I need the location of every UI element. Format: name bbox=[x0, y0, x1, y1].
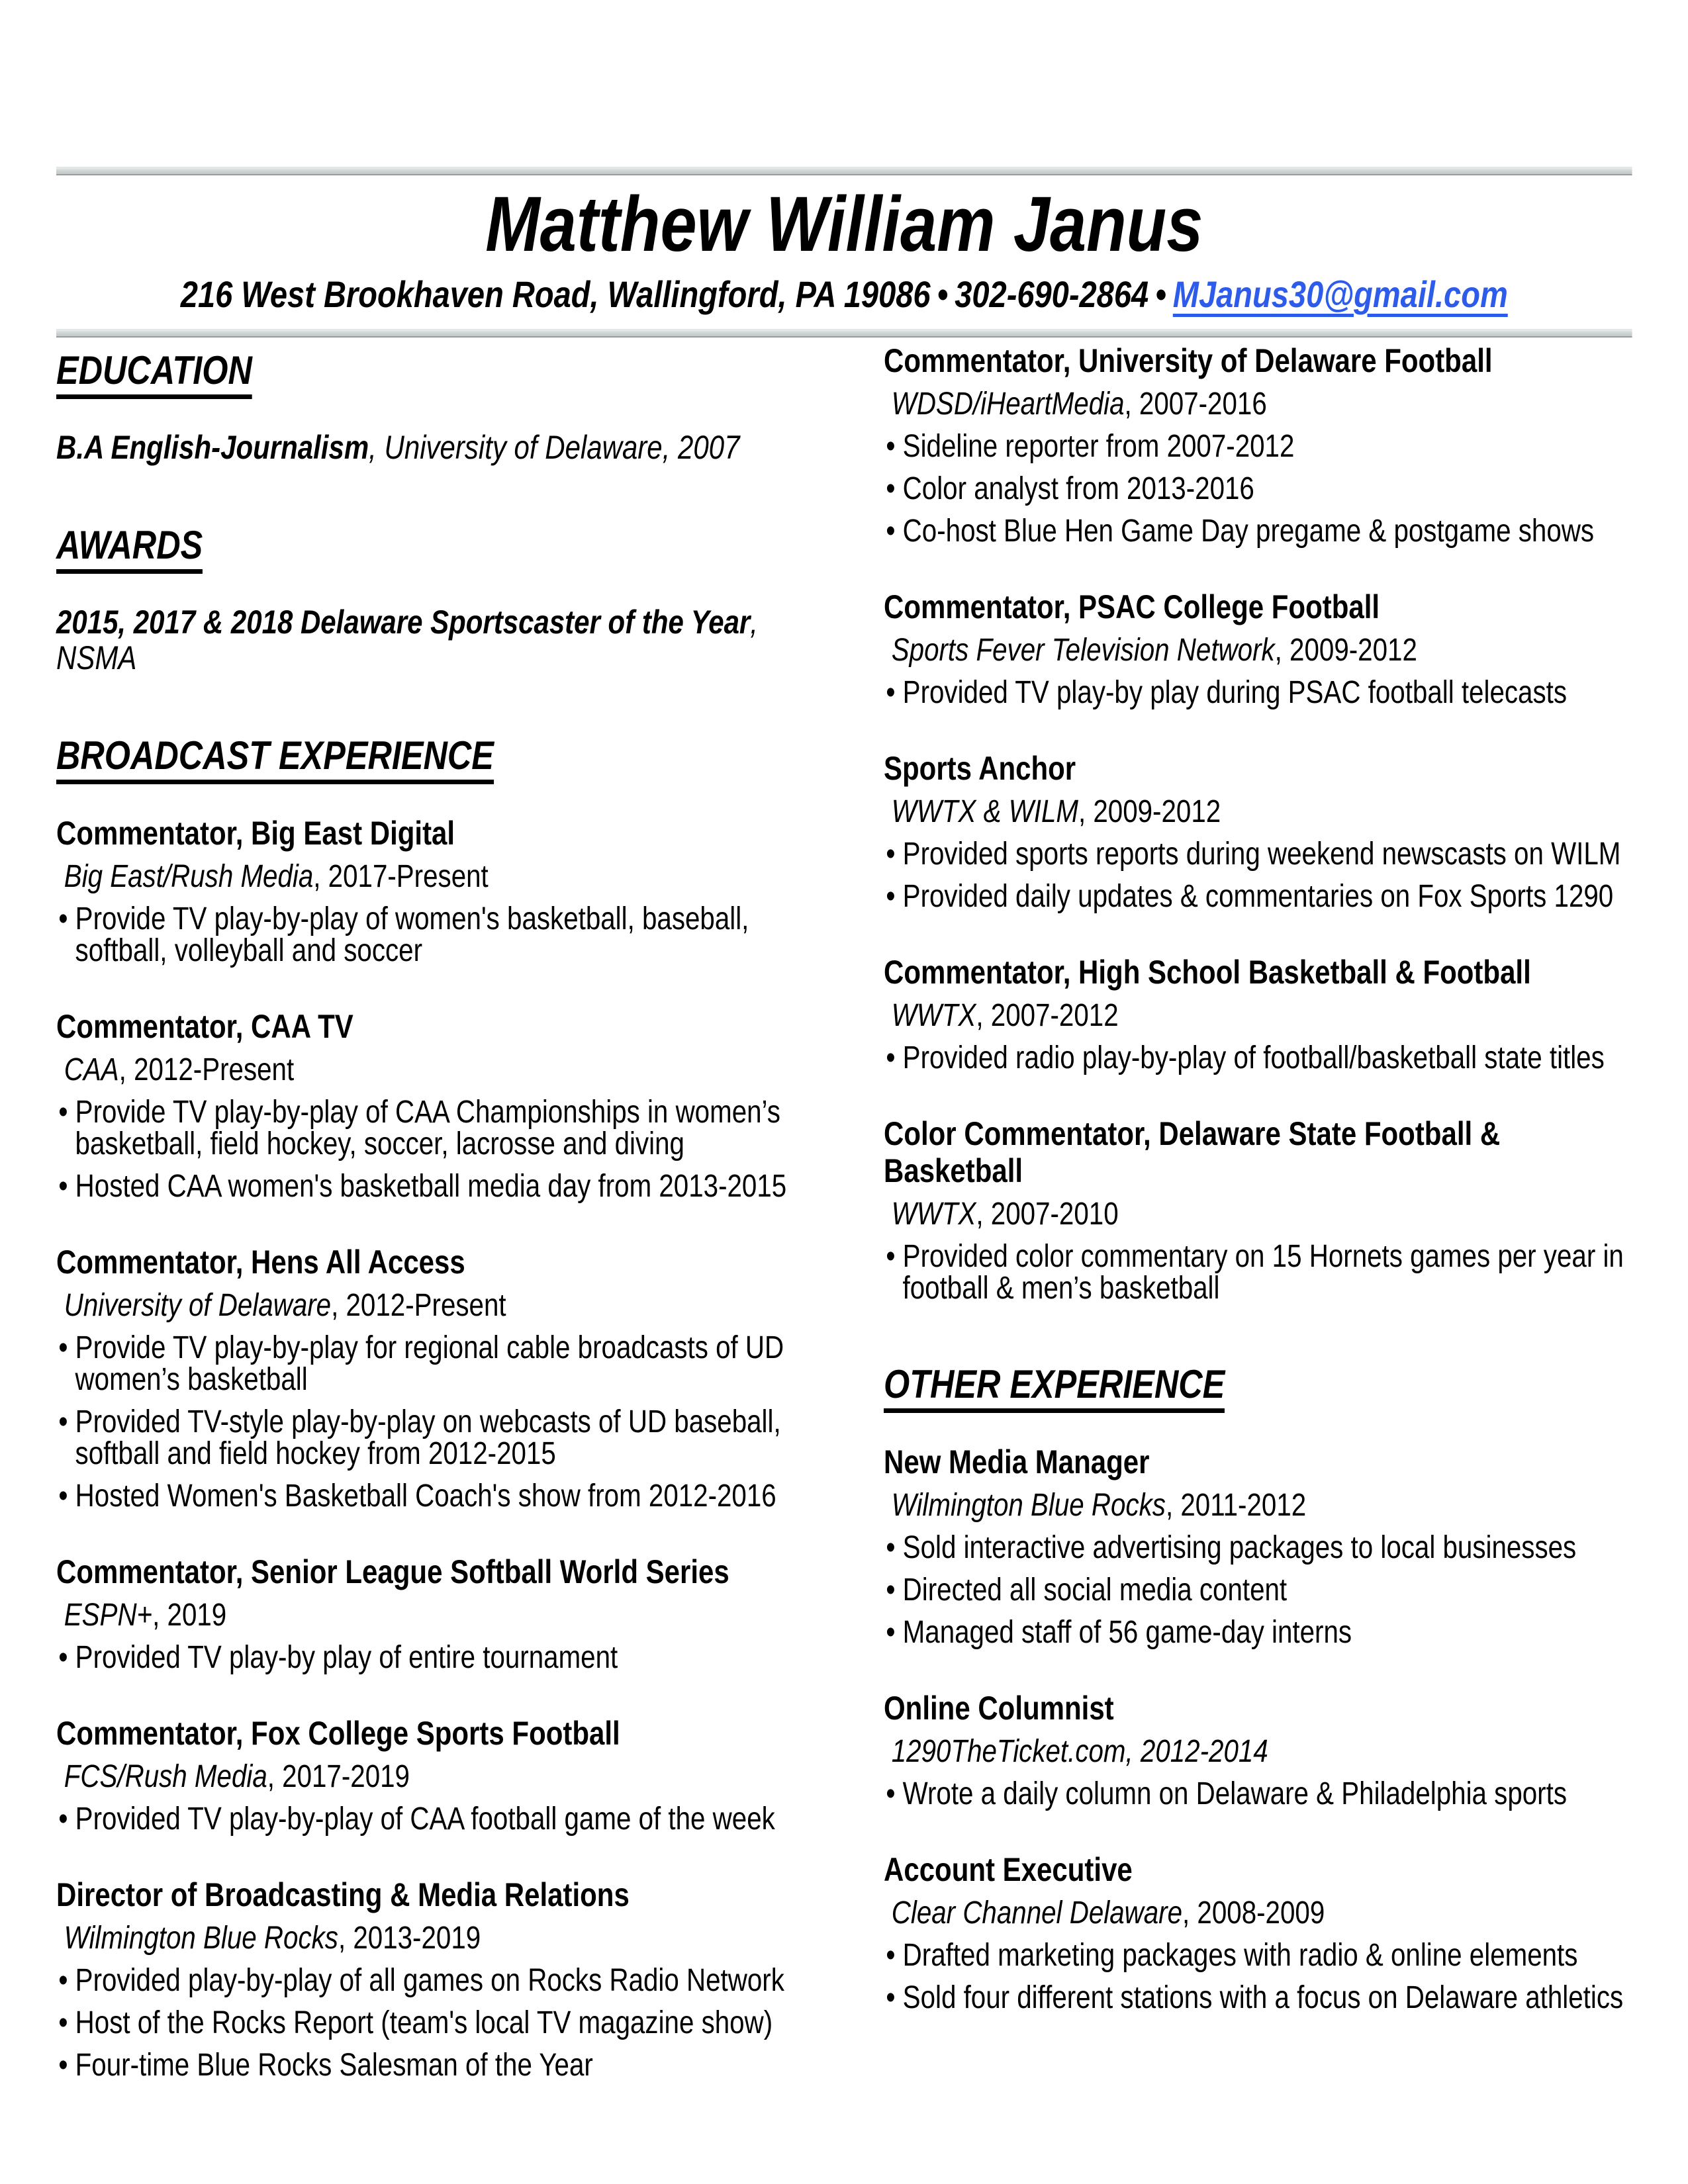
bullet-item: • Provide TV play-by-play of women's basketball, baseball, softball, volleyball and soccer bbox=[56, 903, 827, 967]
resume-header bbox=[56, 167, 1632, 338]
company-name: WWTX & WILM bbox=[891, 794, 1078, 829]
company-name: WWTX bbox=[891, 998, 976, 1033]
section-entries bbox=[884, 1443, 1636, 2014]
bullet-item: • Provided sports reports during weekend newscasts on WILM bbox=[884, 839, 1636, 870]
job-title: Online Columnist bbox=[884, 1690, 1114, 1727]
job-entry bbox=[884, 1690, 1636, 1810]
company-line bbox=[884, 1897, 1636, 1929]
bullet-list bbox=[884, 431, 1636, 547]
job-dates: , 2011-2012 bbox=[1165, 1488, 1307, 1523]
separator-dot: • bbox=[1155, 273, 1166, 315]
company-name: 1290TheTicket.com bbox=[891, 1734, 1126, 1769]
job-title: Director of Broadcasting & Media Relations bbox=[56, 1876, 630, 1913]
bullet-list bbox=[884, 1042, 1636, 1074]
top-rule bbox=[56, 167, 1632, 175]
company-line bbox=[56, 1054, 827, 1086]
bullet-item: • Hosted Women's Basketball Coach's show from 2012-2016 bbox=[56, 1480, 827, 1512]
job-title: Commentator, University of Delaware Football bbox=[884, 342, 1493, 379]
company-line bbox=[884, 1490, 1636, 1522]
bullet-item: • Provided TV-style play-by-play on webcasts of UD baseball, softball and field hockey from 2012-2015 bbox=[56, 1406, 827, 1470]
section-heading-row bbox=[56, 523, 827, 574]
bullet-list bbox=[56, 1642, 827, 1674]
section-entries bbox=[56, 430, 827, 465]
bullet-item: • Four-time Blue Rocks Salesman of the Year bbox=[56, 2050, 827, 2081]
job-dates: , 2007-2010 bbox=[976, 1197, 1119, 1232]
job-dates: , 2013-2019 bbox=[338, 1921, 481, 1956]
bullet-item: • Provided TV play-by play during PSAC football telecasts bbox=[884, 677, 1636, 709]
company-line bbox=[56, 861, 827, 893]
job-dates: , 2017-Present bbox=[313, 859, 489, 894]
job-title: Color Commentator, Delaware State Football & Basketball bbox=[884, 1115, 1501, 1189]
job-title: New Media Manager bbox=[884, 1443, 1150, 1480]
job-dates: , 2008-2009 bbox=[1182, 1895, 1325, 1931]
column-left bbox=[56, 334, 827, 2081]
section-heading-awards: AWARDS bbox=[56, 523, 203, 574]
job-dates: , 2012-Present bbox=[118, 1052, 295, 1087]
bullet-item: • Sold four different stations with a focus on Delaware athletics bbox=[884, 1982, 1636, 2014]
bullet-item: • Directed all social media content bbox=[884, 1574, 1636, 1606]
detail-line bbox=[56, 604, 827, 676]
section-entries bbox=[56, 604, 827, 676]
bullet-item: • Provided daily updates & commentaries on Fox Sports 1290 bbox=[884, 881, 1636, 913]
detail-emphasis: B.A English-Journalism bbox=[56, 429, 369, 466]
column-right bbox=[884, 334, 1636, 2014]
bullet-list bbox=[884, 677, 1636, 709]
bullet-item: • Sold interactive advertising packages to local businesses bbox=[884, 1532, 1636, 1564]
job-entry bbox=[56, 1553, 827, 1674]
bullet-list bbox=[884, 1940, 1636, 2014]
section-entries bbox=[884, 342, 1636, 1304]
company-line bbox=[56, 1761, 827, 1793]
company-name: FCS/Rush Media bbox=[64, 1759, 267, 1794]
detail-line bbox=[56, 430, 827, 465]
section-heading-row bbox=[884, 1363, 1636, 1413]
job-dates: , 2012-Present bbox=[331, 1288, 506, 1323]
bullet-item: • Sideline reporter from 2007-2012 bbox=[884, 431, 1636, 463]
job-title: Commentator, PSAC College Football bbox=[884, 588, 1380, 625]
section-heading-broadcast-experience: BROADCAST EXPERIENCE bbox=[56, 734, 494, 784]
company-line bbox=[884, 635, 1636, 666]
job-dates: , 2009-2012 bbox=[1078, 794, 1221, 829]
job-entry bbox=[884, 342, 1636, 547]
phone-number: 302-690-2864 bbox=[955, 273, 1149, 315]
job-entry bbox=[56, 1008, 827, 1203]
job-dates: , 2009-2012 bbox=[1274, 633, 1417, 668]
bullet-item: • Co-host Blue Hen Game Day pregame & postgame shows bbox=[884, 516, 1636, 547]
company-line bbox=[56, 1290, 827, 1322]
bullet-item: • Provided TV play-by play of entire tournament bbox=[56, 1642, 827, 1674]
bullet-item: • Provide TV play-by-play for regional cable broadcasts of UD women’s basketball bbox=[56, 1332, 827, 1396]
company-name: Clear Channel Delaware bbox=[891, 1895, 1183, 1931]
job-entry bbox=[884, 750, 1636, 913]
bullet-item: • Hosted CAA women's basketball media day from 2013-2015 bbox=[56, 1171, 827, 1203]
bullet-item: • Color analyst from 2013-2016 bbox=[884, 473, 1636, 505]
bullet-item: • Provided TV play-by-play of CAA football game of the week bbox=[56, 1803, 827, 1835]
company-name: CAA bbox=[64, 1052, 119, 1087]
company-name: WWTX bbox=[891, 1197, 976, 1232]
bullet-list bbox=[56, 1965, 827, 2081]
bullet-item: • Wrote a daily column on Delaware & Philadelphia sports bbox=[884, 1778, 1636, 1810]
company-name: ESPN+ bbox=[64, 1598, 153, 1633]
person-name: Matthew William Janus bbox=[485, 181, 1203, 268]
company-line bbox=[56, 1600, 827, 1631]
job-title: Commentator, Fox College Sports Football bbox=[56, 1715, 620, 1752]
job-dates: , 2017-2019 bbox=[267, 1759, 410, 1794]
company-line bbox=[884, 1199, 1636, 1230]
company-line bbox=[884, 796, 1636, 828]
section-heading-row bbox=[56, 734, 827, 784]
job-title: Commentator, Hens All Access bbox=[56, 1244, 465, 1281]
job-dates: , 2007-2016 bbox=[1124, 387, 1267, 422]
bullet-item: • Managed staff of 56 game-day interns bbox=[884, 1617, 1636, 1649]
company-line bbox=[884, 1736, 1636, 1768]
detail-emphasis: 2015, 2017 & 2018 Delaware Sportscaster of the Year bbox=[56, 604, 751, 641]
company-name: Sports Fever Television Network bbox=[891, 633, 1275, 668]
section-heading-row bbox=[56, 349, 827, 399]
company-line bbox=[884, 1000, 1636, 1032]
job-title: Commentator, High School Basketball & Football bbox=[884, 954, 1531, 991]
section-heading-other-experience: OTHER EXPERIENCE bbox=[884, 1363, 1225, 1413]
job-dates: , 2012-2014 bbox=[1125, 1734, 1268, 1769]
job-title: Sports Anchor bbox=[884, 750, 1076, 787]
bullet-list bbox=[884, 1778, 1636, 1810]
company-name: Wilmington Blue Rocks bbox=[891, 1488, 1166, 1523]
job-dates: , 2007-2012 bbox=[976, 998, 1119, 1033]
company-line bbox=[56, 1923, 827, 1954]
detail-rest: , University of Delaware, 2007 bbox=[369, 429, 740, 466]
bullet-item: • Provided radio play-by-play of football/basketball state titles bbox=[884, 1042, 1636, 1074]
bullet-item: • Provide TV play-by-play of CAA Championships in women’s basketball, field hockey, soccer, lacrosse and diving bbox=[56, 1097, 827, 1160]
section-heading-education: EDUCATION bbox=[56, 349, 252, 399]
bullet-item: • Provided color commentary on 15 Hornets games per year in football & men’s basketball bbox=[884, 1241, 1636, 1304]
company-name: University of Delaware bbox=[64, 1288, 332, 1323]
job-entry bbox=[884, 1851, 1636, 2014]
separator-dot: • bbox=[937, 273, 949, 315]
bullet-list bbox=[56, 903, 827, 967]
bullet-item: • Drafted marketing packages with radio & online elements bbox=[884, 1940, 1636, 1972]
job-entry bbox=[884, 1443, 1636, 1649]
email-link[interactable]: MJanus30@gmail.com bbox=[1172, 273, 1508, 315]
bullet-list bbox=[884, 1532, 1636, 1649]
contact-line bbox=[56, 271, 1632, 318]
bullet-list bbox=[56, 1097, 827, 1203]
bullet-list bbox=[56, 1803, 827, 1835]
company-name: Big East/Rush Media bbox=[64, 859, 314, 894]
section-entries bbox=[56, 815, 827, 2081]
company-name: WDSD/iHeartMedia bbox=[891, 387, 1125, 422]
bullet-list bbox=[56, 1332, 827, 1512]
job-entry bbox=[56, 1244, 827, 1512]
job-title: Commentator, Big East Digital bbox=[56, 815, 455, 852]
company-line bbox=[884, 388, 1636, 420]
job-title: Commentator, CAA TV bbox=[56, 1008, 353, 1045]
address-text: 216 West Brookhaven Road, Wallingford, PA 19086 bbox=[180, 273, 931, 315]
job-entry bbox=[884, 1115, 1636, 1304]
company-name: Wilmington Blue Rocks bbox=[64, 1921, 338, 1956]
bullet-list bbox=[884, 839, 1636, 913]
bullet-item: • Provided play-by-play of all games on Rocks Radio Network bbox=[56, 1965, 827, 1997]
job-entry bbox=[884, 588, 1636, 709]
job-entry bbox=[56, 1876, 827, 2081]
bullet-list bbox=[884, 1241, 1636, 1304]
bullet-item: • Host of the Rocks Report (team's local TV magazine show) bbox=[56, 2007, 827, 2039]
job-title: Account Executive bbox=[884, 1851, 1133, 1888]
job-entry bbox=[884, 954, 1636, 1074]
job-entry bbox=[56, 815, 827, 967]
detail-rest: , NSMA bbox=[56, 604, 758, 676]
job-dates: , 2019 bbox=[152, 1598, 227, 1633]
job-title: Commentator, Senior League Softball World Series bbox=[56, 1553, 729, 1590]
job-entry bbox=[56, 1715, 827, 1835]
